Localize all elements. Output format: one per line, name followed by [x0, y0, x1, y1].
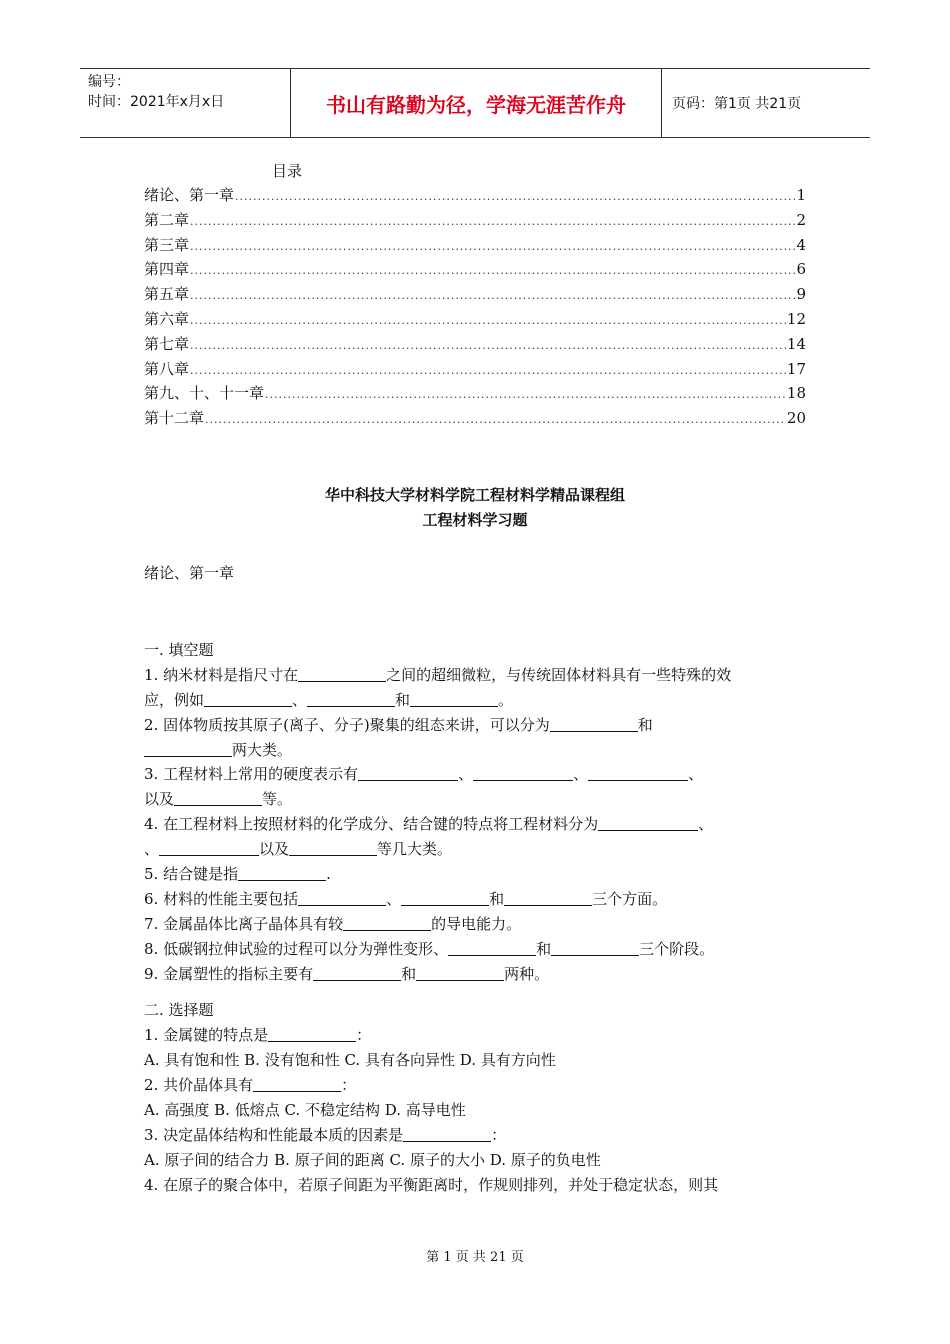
- blank[interactable]: [298, 665, 386, 682]
- blank[interactable]: [588, 764, 688, 781]
- blank[interactable]: [598, 814, 698, 831]
- blank[interactable]: [268, 1025, 356, 1042]
- motto: 书山有路勤为径，学海无涯苦作舟: [291, 69, 662, 137]
- toc-entry[interactable]: [144, 382, 806, 407]
- time-label: 时间：2021年x月x日: [88, 94, 225, 110]
- blank[interactable]: [313, 964, 401, 981]
- toc-entry[interactable]: [144, 407, 806, 432]
- toc-entry-label: 第六章: [144, 309, 190, 328]
- fill-q3-cont: 以及 等。: [144, 790, 293, 809]
- blank[interactable]: [174, 789, 262, 806]
- blank[interactable]: [410, 690, 498, 707]
- choice-q3: 3. 决定晶体结构和性能最本质的因素是 ：: [144, 1125, 507, 1144]
- blank[interactable]: [204, 690, 292, 707]
- fill-q1: 1. 纳米材料是指尺寸在 之间的超细微粒，与传统固体材料具有一些特殊的效: [144, 665, 732, 684]
- blank[interactable]: [504, 889, 592, 906]
- header-table: [80, 68, 870, 138]
- toc-entry-label: 绪论、第一章: [144, 186, 235, 204]
- main-title: 工程材料学习题: [422, 511, 528, 529]
- number-label: 编号：: [88, 74, 130, 90]
- toc-entry-page: 2: [796, 210, 806, 229]
- choice-q2-options: A. 高强度 B. 低熔点 C. 不稳定结构 D. 高导电性: [144, 1101, 466, 1120]
- choice-heading: 二. 选择题: [144, 1001, 214, 1020]
- toc-entry-label: 第四章: [144, 260, 190, 279]
- toc-entry[interactable]: [144, 184, 806, 209]
- blank[interactable]: [238, 864, 326, 881]
- toc-entry-page: 6: [796, 260, 806, 279]
- toc-leader-dots: [190, 314, 786, 327]
- toc-entry[interactable]: [144, 209, 806, 234]
- fill-q2: 2. 固体物质按其原子(离子、分子)聚集的组态来讲，可以分为 和: [144, 715, 653, 734]
- exercise-body: [144, 638, 810, 1198]
- choice-q3-options: A. 原子间的结合力 B. 原子间的距离 C. 原子的大小 D. 原子的负电性: [144, 1150, 601, 1169]
- spacer: [144, 986, 810, 998]
- toc-entry-page: 17: [786, 359, 806, 378]
- table-of-contents: [144, 184, 806, 432]
- fill-q3: 3. 工程材料上常用的硬度表示有 、 、 、: [144, 765, 704, 784]
- toc-entry-label: 第九、十、十一章: [144, 384, 265, 403]
- toc-entry-page: 20: [786, 409, 806, 428]
- blank[interactable]: [343, 914, 431, 931]
- toc-leader-dots: [190, 240, 795, 253]
- fill-q6: 6. 材料的性能主要包括 、 和 三个方面。: [144, 889, 668, 908]
- toc-entry-label: 第八章: [144, 359, 190, 378]
- blank[interactable]: [401, 889, 489, 906]
- toc-entry[interactable]: [144, 258, 806, 283]
- blank[interactable]: [473, 764, 573, 781]
- blank[interactable]: [289, 839, 377, 856]
- blank[interactable]: [298, 889, 386, 906]
- blank[interactable]: [358, 764, 458, 781]
- blank[interactable]: [550, 715, 638, 732]
- toc-leader-dots: [190, 364, 786, 377]
- toc-leader-dots: [235, 190, 795, 203]
- toc-entry[interactable]: [144, 308, 806, 333]
- toc-entry-label: 第五章: [144, 285, 190, 304]
- toc-entry[interactable]: [144, 358, 806, 383]
- toc-leader-dots: [190, 264, 795, 277]
- toc-entry[interactable]: [144, 283, 806, 308]
- toc-entry-label: 第十二章: [144, 409, 205, 428]
- toc-entry-page: 4: [796, 235, 806, 254]
- choice-q2: 2. 共价晶体具有 ：: [144, 1076, 357, 1095]
- toc-entry-page: 18: [786, 384, 806, 403]
- toc-leader-dots: [205, 413, 786, 426]
- blank[interactable]: [551, 939, 639, 956]
- blank[interactable]: [253, 1075, 341, 1092]
- toc-title: 目录: [272, 162, 303, 180]
- fill-q5: 5. 结合键是指 .: [144, 865, 331, 884]
- toc-entry-page: 1: [796, 186, 806, 204]
- choice-q1: 1. 金属键的特点是 ：: [144, 1026, 372, 1045]
- blank[interactable]: [159, 839, 259, 856]
- toc-entry[interactable]: [144, 333, 806, 358]
- toc-entry-label: 第二章: [144, 210, 190, 229]
- fill-q8: 8. 低碳钢拉伸试验的过程可以分为弹性变形、 和 三个阶段。: [144, 939, 715, 958]
- toc-leader-dots: [190, 339, 786, 352]
- fill-heading: 一. 填空题: [144, 641, 214, 659]
- header-meta: [80, 69, 291, 137]
- fill-q2-cont: 两大类。: [144, 738, 810, 763]
- org-title: 华中科技大学材料学院工程材料学精品课程组: [324, 486, 625, 504]
- blank[interactable]: [403, 1125, 491, 1142]
- fill-q4-cont: 、 以及 等几大类。: [144, 840, 453, 859]
- toc-entry-label: 第三章: [144, 235, 190, 254]
- toc-entry-label: 第七章: [144, 334, 190, 353]
- toc-leader-dots: [265, 388, 786, 401]
- fill-q7: 7. 金属晶体比离子晶体具有较 的导电能力。: [144, 914, 522, 933]
- blank[interactable]: [416, 964, 504, 981]
- fill-q4: 4. 在工程材料上按照材料的化学成分、结合键的特点将工程材料分为 、: [144, 815, 714, 834]
- choice-q4: 4. 在原子的聚合体中，若原子间距为平衡距离时，作规则排列，并处于稳定状态，则其: [144, 1175, 719, 1194]
- toc-entry[interactable]: [144, 234, 806, 259]
- choice-q1-options: A. 具有饱和性 B. 没有饱和性 C. 具有各向异性 D. 具有方向性: [144, 1051, 556, 1070]
- toc-leader-dots: [190, 289, 795, 302]
- blank[interactable]: [448, 939, 536, 956]
- toc-leader-dots: [190, 215, 795, 228]
- fill-q1-cont: 应，例如 、 和 。: [144, 690, 514, 709]
- toc-entry-page: 12: [786, 309, 806, 328]
- toc-entry-page: 9: [796, 285, 806, 304]
- toc-entry-page: 14: [786, 334, 806, 353]
- page-label: 页码：第1页 共21页: [672, 96, 802, 112]
- blank[interactable]: [144, 740, 232, 757]
- blank[interactable]: [307, 690, 395, 707]
- page-footer: 第 1 页 共 21 页: [426, 1250, 524, 1265]
- chapter-heading: 绪论、第一章: [144, 564, 235, 582]
- fill-q9: 9. 金属塑性的指标主要有 和 两种。: [144, 964, 550, 983]
